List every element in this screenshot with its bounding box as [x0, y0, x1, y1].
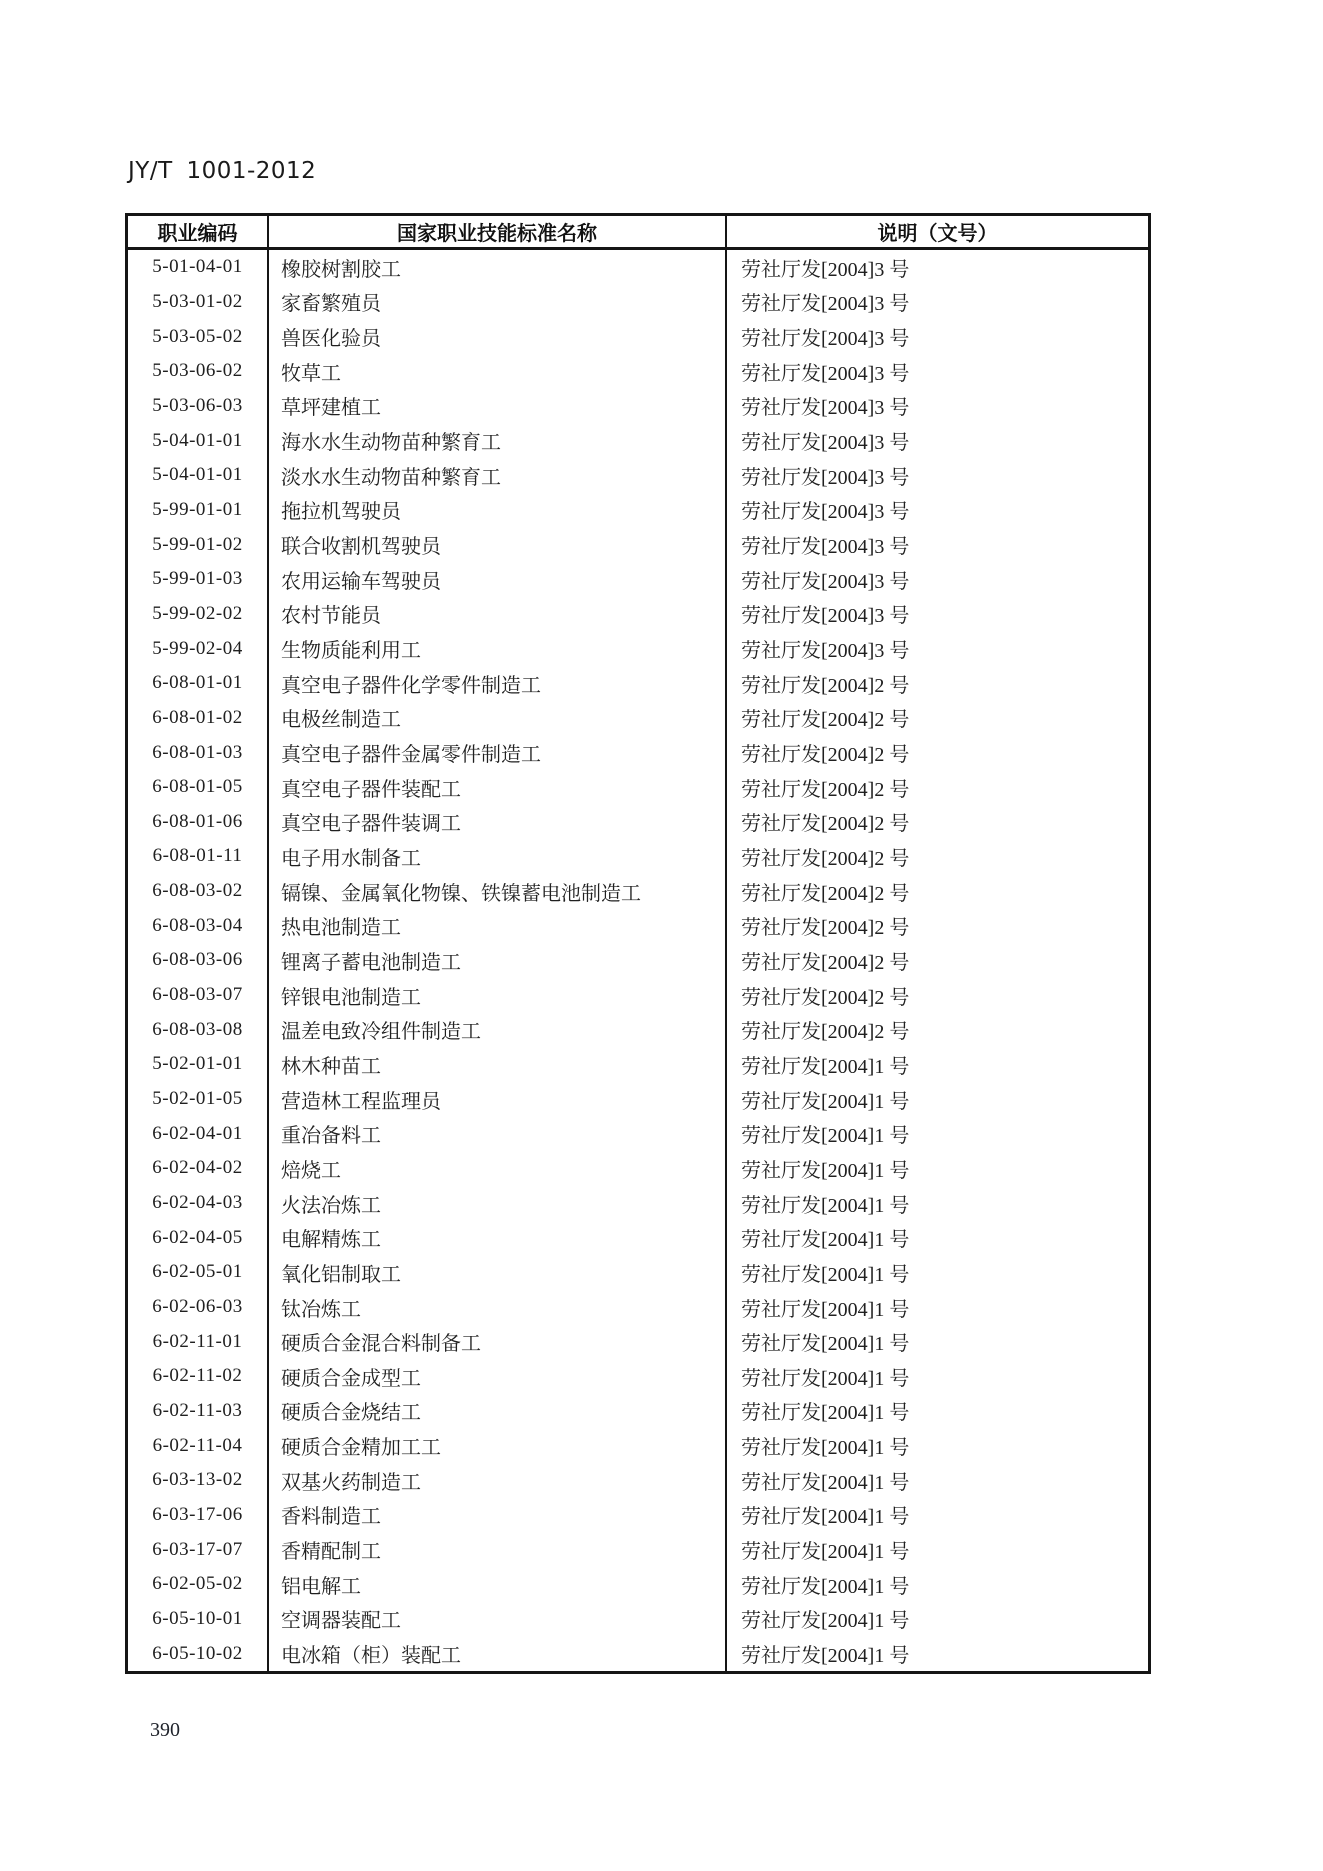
table-row: [128, 908, 1148, 943]
row-occupation-code: 5-99-01-03: [152, 568, 243, 590]
row-standard-name: 电解精炼工: [269, 1220, 727, 1255]
column-header-occupation-code: 职业编码: [128, 216, 269, 247]
row-occupation-code: 6-08-03-08: [152, 1018, 243, 1040]
row-remark: 劳社厅发[2004]2 号: [741, 847, 910, 870]
row-remark: 劳社厅发[2004]3 号: [741, 432, 910, 455]
row-standard-name: 硬质合金精加工工: [269, 1428, 727, 1463]
row-remark: 劳社厅发[2004]2 号: [741, 1021, 910, 1044]
table-row: [128, 1220, 1148, 1255]
row-occupation-code: 6-02-04-05: [152, 1226, 243, 1248]
table-row: [128, 1532, 1148, 1567]
column-header-standard-name: 国家职业技能标准名称: [269, 216, 727, 247]
row-occupation-code: 6-03-17-07: [152, 1538, 243, 1560]
row-occupation-code: 6-08-03-02: [152, 880, 243, 902]
table-row: [128, 250, 1148, 285]
row-occupation-code: 6-08-01-02: [152, 706, 243, 728]
row-standard-name: 营造林工程监理员: [269, 1082, 727, 1117]
row-standard-name: 真空电子器件金属零件制造工: [269, 735, 727, 770]
row-occupation-code: 6-08-01-11: [152, 845, 243, 867]
row-standard-name: 火法冶炼工: [269, 1186, 727, 1221]
table-row: [128, 389, 1148, 424]
row-occupation-code: 6-02-11-01: [152, 1330, 243, 1352]
row-occupation-code: 6-02-04-03: [152, 1192, 243, 1214]
row-standard-name: 电子用水制备工: [269, 839, 727, 874]
table-row: [128, 1186, 1148, 1221]
row-occupation-code: 5-02-01-01: [152, 1053, 243, 1075]
row-standard-name: 热电池制造工: [269, 908, 727, 943]
row-remark: 劳社厅发[2004]3 号: [741, 397, 910, 420]
row-occupation-code: 6-02-06-03: [152, 1296, 243, 1318]
table-row: [128, 735, 1148, 770]
row-standard-name: 硬质合金混合料制备工: [269, 1324, 727, 1359]
table-row: [128, 770, 1148, 805]
row-remark: 劳社厅发[2004]2 号: [741, 813, 910, 836]
row-occupation-code: 5-01-04-01: [152, 256, 243, 278]
row-occupation-code: 6-08-03-04: [152, 914, 243, 936]
row-standard-name: 镉镍、金属氧化物镍、铁镍蓄电池制造工: [269, 874, 727, 909]
row-remark: 劳社厅发[2004]2 号: [741, 778, 910, 801]
standard-code: JY/T 1001-2012: [128, 158, 317, 184]
table-row: [128, 1428, 1148, 1463]
table-row: [128, 943, 1148, 978]
table-body: [128, 250, 1148, 1671]
row-occupation-code: 6-08-01-01: [152, 672, 243, 694]
row-standard-name: 真空电子器件化学零件制造工: [269, 666, 727, 701]
row-standard-name: 拖拉机驾驶员: [269, 493, 727, 528]
table-row: [128, 1394, 1148, 1429]
table-row: [128, 1255, 1148, 1290]
table-row: [128, 1602, 1148, 1637]
row-standard-name: 真空电子器件装配工: [269, 770, 727, 805]
row-remark: 劳社厅发[2004]2 号: [741, 709, 910, 732]
row-remark: 劳社厅发[2004]1 号: [741, 1471, 910, 1494]
row-remark: 劳社厅发[2004]3 号: [741, 501, 910, 524]
table-row: [128, 285, 1148, 320]
table-header-row: [128, 216, 1148, 250]
row-standard-name: 草坪建植工: [269, 389, 727, 424]
table-row: [128, 978, 1148, 1013]
standards-table: [125, 213, 1151, 1674]
row-remark: 劳社厅发[2004]1 号: [741, 1055, 910, 1078]
table-row: [128, 1636, 1148, 1671]
row-remark: 劳社厅发[2004]1 号: [741, 1367, 910, 1390]
table-row: [128, 1290, 1148, 1325]
row-remark: 劳社厅发[2004]1 号: [741, 1194, 910, 1217]
table-row: [128, 562, 1148, 597]
row-standard-name: 生物质能利用工: [269, 631, 727, 666]
table-row: [128, 631, 1148, 666]
row-remark: 劳社厅发[2004]2 号: [741, 986, 910, 1009]
row-standard-name: 重冶备料工: [269, 1116, 727, 1151]
table-row: [128, 1012, 1148, 1047]
row-remark: 劳社厅发[2004]3 号: [741, 570, 910, 593]
table-row: [128, 839, 1148, 874]
table-row: [128, 597, 1148, 632]
row-remark: 劳社厅发[2004]1 号: [741, 1298, 910, 1321]
row-remark: 劳社厅发[2004]3 号: [741, 466, 910, 489]
table-row: [128, 319, 1148, 354]
table-row: [128, 1498, 1148, 1533]
row-standard-name: 林木种苗工: [269, 1047, 727, 1082]
row-remark: 劳社厅发[2004]1 号: [741, 1506, 910, 1529]
row-occupation-code: 6-08-01-06: [152, 810, 243, 832]
row-remark: 劳社厅发[2004]3 号: [741, 258, 910, 281]
row-occupation-code: 6-08-01-03: [152, 741, 243, 763]
row-occupation-code: 5-02-01-05: [152, 1088, 243, 1110]
row-occupation-code: 6-02-05-01: [152, 1261, 243, 1283]
row-remark: 劳社厅发[2004]3 号: [741, 293, 910, 316]
row-standard-name: 电极丝制造工: [269, 701, 727, 736]
row-standard-name: 兽医化验员: [269, 319, 727, 354]
row-occupation-code: 6-02-11-04: [152, 1434, 243, 1456]
row-occupation-code: 5-04-01-01: [152, 429, 243, 451]
table-row: [128, 1463, 1148, 1498]
table-row: [128, 701, 1148, 736]
row-occupation-code: 5-04-01-01: [152, 464, 243, 486]
row-occupation-code: 6-03-13-02: [152, 1469, 243, 1491]
row-remark: 劳社厅发[2004]3 号: [741, 362, 910, 385]
row-occupation-code: 5-03-06-02: [152, 360, 243, 382]
row-remark: 劳社厅发[2004]2 号: [741, 674, 910, 697]
column-header-remark: 说明（文号）: [877, 221, 998, 245]
row-occupation-code: 5-99-02-02: [152, 602, 243, 624]
row-remark: 劳社厅发[2004]1 号: [741, 1541, 910, 1564]
row-standard-name: 香料制造工: [269, 1498, 727, 1533]
row-standard-name: 农用运输车驾驶员: [269, 562, 727, 597]
row-remark: 劳社厅发[2004]1 号: [741, 1333, 910, 1356]
row-remark: 劳社厅发[2004]2 号: [741, 744, 910, 767]
table-row: [128, 666, 1148, 701]
row-remark: 劳社厅发[2004]2 号: [741, 951, 910, 974]
row-standard-name: 家畜繁殖员: [269, 285, 727, 320]
row-remark: 劳社厅发[2004]1 号: [741, 1610, 910, 1633]
row-standard-name: 海水水生动物苗种繁育工: [269, 423, 727, 458]
row-occupation-code: 6-03-17-06: [152, 1503, 243, 1525]
table-row: [128, 527, 1148, 562]
row-standard-name: 硬质合金成型工: [269, 1359, 727, 1394]
row-standard-name: 氧化铝制取工: [269, 1255, 727, 1290]
row-standard-name: 香精配制工: [269, 1532, 727, 1567]
row-standard-name: 双基火药制造工: [269, 1463, 727, 1498]
row-occupation-code: 6-05-10-01: [152, 1607, 243, 1629]
row-remark: 劳社厅发[2004]1 号: [741, 1402, 910, 1425]
table-row: [128, 493, 1148, 528]
row-remark: 劳社厅发[2004]1 号: [741, 1090, 910, 1113]
table-row: [128, 1151, 1148, 1186]
row-occupation-code: 6-08-01-05: [152, 776, 243, 798]
row-remark: 劳社厅发[2004]1 号: [741, 1159, 910, 1182]
page-number: 390: [150, 1719, 180, 1741]
row-remark: 劳社厅发[2004]3 号: [741, 605, 910, 628]
row-occupation-code: 6-05-10-02: [152, 1642, 243, 1664]
row-standard-name: 牧草工: [269, 354, 727, 389]
row-remark: 劳社厅发[2004]2 号: [741, 882, 910, 905]
row-occupation-code: 5-03-06-03: [152, 394, 243, 416]
row-occupation-code: 6-02-11-03: [152, 1399, 243, 1421]
table-row: [128, 805, 1148, 840]
row-remark: 劳社厅发[2004]3 号: [741, 536, 910, 559]
row-standard-name: 联合收割机驾驶员: [269, 527, 727, 562]
row-occupation-code: 5-99-01-02: [152, 533, 243, 555]
table-row: [128, 1116, 1148, 1151]
row-standard-name: 橡胶树割胶工: [269, 250, 727, 285]
row-occupation-code: 6-02-11-02: [152, 1365, 243, 1387]
row-remark: 劳社厅发[2004]1 号: [741, 1263, 910, 1286]
row-occupation-code: 5-99-01-01: [152, 498, 243, 520]
table-row: [128, 423, 1148, 458]
row-occupation-code: 5-03-01-02: [152, 290, 243, 312]
table-row: [128, 1047, 1148, 1082]
row-occupation-code: 6-08-03-06: [152, 949, 243, 971]
row-occupation-code: 6-02-05-02: [152, 1573, 243, 1595]
row-remark: 劳社厅发[2004]1 号: [741, 1229, 910, 1252]
row-standard-name: 电冰箱（柜）装配工: [269, 1636, 727, 1671]
table-row: [128, 458, 1148, 493]
row-standard-name: 温差电致冷组件制造工: [269, 1012, 727, 1047]
table-row: [128, 1324, 1148, 1359]
row-remark: 劳社厅发[2004]2 号: [741, 917, 910, 940]
row-standard-name: 钛冶炼工: [269, 1290, 727, 1325]
row-occupation-code: 5-99-02-04: [152, 637, 243, 659]
row-standard-name: 真空电子器件装调工: [269, 805, 727, 840]
table-row: [128, 354, 1148, 389]
row-remark: 劳社厅发[2004]1 号: [741, 1575, 910, 1598]
table-row: [128, 1567, 1148, 1602]
row-standard-name: 铝电解工: [269, 1567, 727, 1602]
row-occupation-code: 5-03-05-02: [152, 325, 243, 347]
row-remark: 劳社厅发[2004]1 号: [741, 1437, 910, 1460]
row-standard-name: 空调器装配工: [269, 1602, 727, 1637]
table-row: [128, 1359, 1148, 1394]
row-occupation-code: 6-02-04-01: [152, 1122, 243, 1144]
row-standard-name: 锌银电池制造工: [269, 978, 727, 1013]
row-standard-name: 农村节能员: [269, 597, 727, 632]
row-standard-name: 硬质合金烧结工: [269, 1394, 727, 1429]
row-remark: 劳社厅发[2004]1 号: [741, 1125, 910, 1148]
row-standard-name: 淡水水生动物苗种繁育工: [269, 458, 727, 493]
row-remark: 劳社厅发[2004]3 号: [741, 328, 910, 351]
table-row: [128, 874, 1148, 909]
row-remark: 劳社厅发[2004]1 号: [741, 1645, 910, 1668]
table-row: [128, 1082, 1148, 1117]
row-occupation-code: 6-02-04-02: [152, 1157, 243, 1179]
row-occupation-code: 6-08-03-07: [152, 984, 243, 1006]
row-standard-name: 焙烧工: [269, 1151, 727, 1186]
row-standard-name: 锂离子蓄电池制造工: [269, 943, 727, 978]
row-remark: 劳社厅发[2004]3 号: [741, 640, 910, 663]
